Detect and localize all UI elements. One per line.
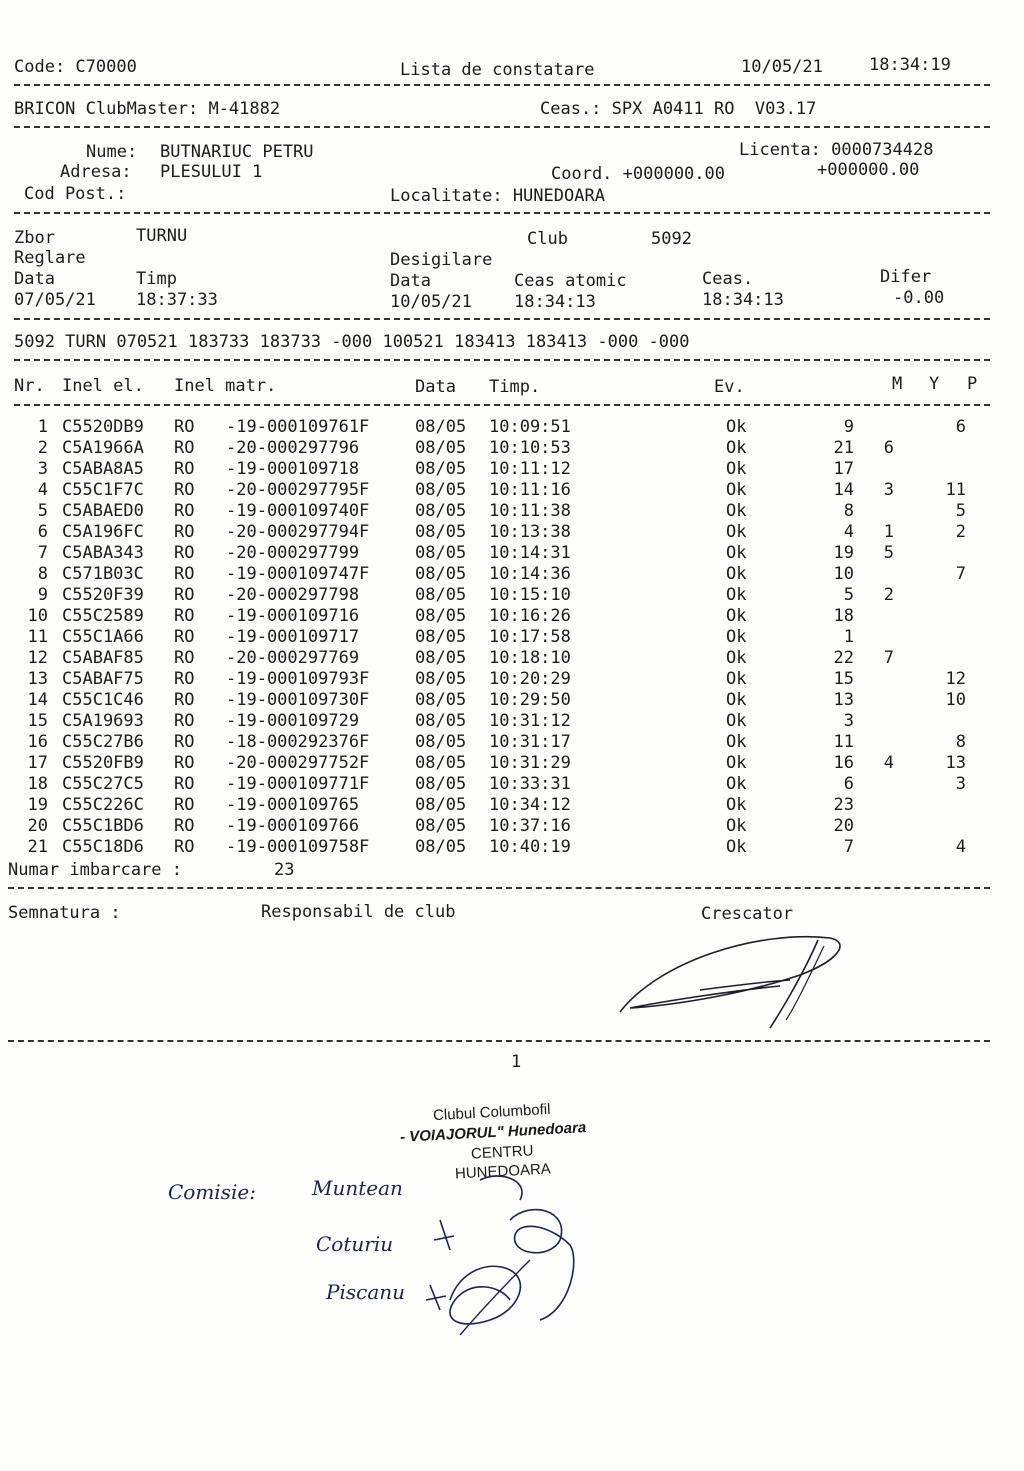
- owner-address: PLESULUI 1: [160, 162, 263, 182]
- col-data: Data: [415, 377, 456, 397]
- cell-time: 10:16:26: [489, 606, 571, 626]
- cell-nr: 15: [27, 711, 48, 731]
- header-time: 18:34:19: [869, 55, 951, 75]
- club-value: 5092: [651, 229, 692, 249]
- cell-inel-matr: -19-000109729: [226, 711, 360, 731]
- cell-m: 11: [833, 732, 854, 752]
- cell-ev: Ok: [726, 648, 747, 668]
- cell-inel-el: C55C27B6: [62, 732, 144, 752]
- col-m: M: [892, 374, 903, 394]
- cell-country: RO: [174, 585, 195, 605]
- cell-date: 08/05: [415, 753, 467, 773]
- cell-inel-matr: -19-000109766: [226, 816, 360, 836]
- cell-inel-matr: -20-000297799: [226, 543, 360, 563]
- cell-nr: 1: [37, 417, 48, 437]
- cell-nr: 8: [37, 564, 48, 584]
- cell-country: RO: [174, 417, 195, 437]
- cell-p: 8: [955, 732, 966, 752]
- table-row: [0, 648, 1024, 669]
- cell-country: RO: [174, 732, 195, 752]
- cell-nr: 11: [27, 627, 48, 647]
- cell-inel-matr: -20-000297796: [226, 438, 360, 458]
- cell-inel-el: C5A1966A: [62, 438, 144, 458]
- cell-m: 21: [833, 438, 854, 458]
- cell-country: RO: [174, 459, 195, 479]
- cell-nr: 17: [27, 753, 48, 773]
- cell-inel-el: C5ABA343: [62, 543, 144, 563]
- cell-ev: Ok: [726, 438, 747, 458]
- difer-label: Difer: [880, 267, 932, 287]
- owner-name: BUTNARIUC PETRU: [160, 142, 314, 162]
- cell-ev: Ok: [726, 711, 747, 731]
- cell-date: 08/05: [415, 417, 467, 437]
- locality: Localitate: HUNEDOARA: [390, 186, 605, 206]
- cell-p: 11: [945, 480, 966, 500]
- cell-date: 08/05: [415, 438, 467, 458]
- separator: [14, 318, 990, 320]
- cell-p: 4: [955, 837, 966, 857]
- table-row: [0, 606, 1024, 627]
- table-row: [0, 459, 1024, 480]
- reglare-time: 18:37:33: [136, 290, 218, 310]
- ceas-atomic-label: Ceas atomic: [514, 271, 627, 291]
- table-row: [0, 753, 1024, 774]
- cell-time: 10:17:58: [489, 627, 571, 647]
- commission-signatures: [420, 1160, 620, 1350]
- separator: [8, 1040, 990, 1042]
- cell-inel-el: C55C1F7C: [62, 480, 144, 500]
- separator: [14, 84, 990, 86]
- desig-atomic: 18:34:13: [514, 292, 596, 312]
- table-row: [0, 438, 1024, 459]
- cell-inel-matr: -19-000109740F: [226, 501, 370, 521]
- table-row: [0, 795, 1024, 816]
- cell-inel-el: C55C1BD6: [62, 816, 144, 836]
- cell-country: RO: [174, 837, 195, 857]
- cell-date: 08/05: [415, 837, 467, 857]
- clubmaster-id: BRICON ClubMaster: M-41882: [14, 99, 281, 119]
- col-timp: Timp.: [489, 377, 541, 397]
- cell-p: 10: [945, 690, 966, 710]
- col-nr: Nr.: [14, 376, 45, 396]
- cell-nr: 13: [27, 669, 48, 689]
- cell-inel-matr: -20-000297769: [226, 648, 360, 668]
- zbor-label: Zbor: [14, 228, 55, 248]
- table-row: [0, 816, 1024, 837]
- cell-country: RO: [174, 753, 195, 773]
- cell-inel-matr: -19-000109758F: [226, 837, 370, 857]
- cell-ev: Ok: [726, 564, 747, 584]
- cell-country: RO: [174, 438, 195, 458]
- cell-nr: 2: [37, 438, 48, 458]
- cell-inel-matr: -19-000109761F: [226, 417, 370, 437]
- cell-nr: 16: [27, 732, 48, 752]
- separator: [14, 212, 990, 214]
- cell-time: 10:18:10: [489, 648, 571, 668]
- ceas-label: Ceas.: [702, 269, 754, 289]
- cell-nr: 6: [37, 522, 48, 542]
- cell-inel-matr: -19-000109718: [226, 459, 360, 479]
- cell-country: RO: [174, 774, 195, 794]
- timp-label: Timp: [136, 269, 177, 289]
- cell-ev: Ok: [726, 669, 747, 689]
- commission-member-1: Muntean: [312, 1176, 403, 1200]
- cell-time: 10:29:50: [489, 690, 571, 710]
- commission-member-3: Piscanu: [326, 1280, 406, 1304]
- cell-date: 08/05: [415, 669, 467, 689]
- coord-2: +000000.00: [817, 160, 920, 180]
- cell-date: 08/05: [415, 606, 467, 626]
- cell-ev: Ok: [726, 795, 747, 815]
- col-inel-matr: Inel matr.: [174, 376, 277, 396]
- cell-m: 3: [843, 711, 854, 731]
- table-row: [0, 417, 1024, 438]
- cell-country: RO: [174, 564, 195, 584]
- cell-country: RO: [174, 669, 195, 689]
- separator: [14, 359, 990, 361]
- cell-inel-el: C55C27C5: [62, 774, 144, 794]
- cell-inel-el: C571B03C: [62, 564, 144, 584]
- cell-inel-matr: -18-000292376F: [226, 732, 370, 752]
- cell-inel-el: C5A196FC: [62, 522, 144, 542]
- cell-y: 3: [883, 480, 894, 500]
- stamp-line-4: HUNEDOARA: [454, 1160, 552, 1183]
- cell-time: 10:11:38: [489, 501, 571, 521]
- cell-inel-matr: -20-000297795F: [226, 480, 370, 500]
- cell-nr: 5: [37, 501, 48, 521]
- cell-country: RO: [174, 648, 195, 668]
- cell-country: RO: [174, 480, 195, 500]
- desig-date: 10/05/21: [390, 292, 472, 312]
- cell-date: 08/05: [415, 459, 467, 479]
- cell-p: 3: [955, 774, 966, 794]
- address-label: Adresa:: [60, 162, 132, 182]
- cell-nr: 3: [37, 459, 48, 479]
- cell-date: 08/05: [415, 627, 467, 647]
- crescator-label: Crescator: [701, 904, 794, 924]
- cell-nr: 7: [37, 543, 48, 563]
- cell-y: 6: [883, 438, 894, 458]
- cell-y: 4: [883, 753, 894, 773]
- cell-p: 13: [945, 753, 966, 773]
- col-ev: Ev.: [714, 377, 745, 397]
- table-row: [0, 837, 1024, 858]
- cell-nr: 9: [37, 585, 48, 605]
- cell-m: 8: [843, 501, 854, 521]
- cell-time: 10:33:31: [489, 774, 571, 794]
- cell-inel-matr: -19-000109730F: [226, 690, 370, 710]
- cell-y: 1: [883, 522, 894, 542]
- cell-time: 10:13:38: [489, 522, 571, 542]
- cell-nr: 10: [27, 606, 48, 626]
- cell-m: 7: [843, 837, 854, 857]
- table-row: [0, 627, 1024, 648]
- table-row: [0, 480, 1024, 501]
- cell-ev: Ok: [726, 732, 747, 752]
- col-inel-el: Inel el.: [62, 376, 144, 396]
- reglare-label: Reglare: [14, 248, 86, 268]
- cell-nr: 14: [27, 690, 48, 710]
- code-line: 5092 TURN 070521 183733 183733 -000 100521 183413 183413 -000 -000: [14, 332, 690, 352]
- cell-date: 08/05: [415, 795, 467, 815]
- cell-inel-el: C5ABAED0: [62, 501, 144, 521]
- cell-m: 17: [833, 459, 854, 479]
- cell-inel-el: C5A19693: [62, 711, 144, 731]
- reglare-date: 07/05/21: [14, 290, 96, 310]
- cell-inel-el: C5520FB9: [62, 753, 144, 773]
- form-code: Code: C70000: [14, 57, 137, 77]
- cell-country: RO: [174, 501, 195, 521]
- cell-time: 10:31:29: [489, 753, 571, 773]
- cell-y: 2: [883, 585, 894, 605]
- cell-p: 6: [955, 417, 966, 437]
- cell-time: 10:31:12: [489, 711, 571, 731]
- cell-m: 5: [843, 585, 854, 605]
- cell-ev: Ok: [726, 543, 747, 563]
- cell-time: 10:14:31: [489, 543, 571, 563]
- cell-m: 14: [833, 480, 854, 500]
- cell-p: 5: [955, 501, 966, 521]
- table-row: [0, 690, 1024, 711]
- cell-ev: Ok: [726, 501, 747, 521]
- cell-date: 08/05: [415, 816, 467, 836]
- semnatura-label: Semnatura :: [8, 903, 121, 923]
- cell-time: 10:31:17: [489, 732, 571, 752]
- cell-country: RO: [174, 711, 195, 731]
- cell-m: 16: [833, 753, 854, 773]
- cell-m: 23: [833, 795, 854, 815]
- cell-p: 12: [945, 669, 966, 689]
- data-label-2: Data: [390, 271, 431, 291]
- cell-nr: 20: [27, 816, 48, 836]
- cell-time: 10:09:51: [489, 417, 571, 437]
- cell-ev: Ok: [726, 606, 747, 626]
- cell-date: 08/05: [415, 564, 467, 584]
- cell-inel-el: C55C2589: [62, 606, 144, 626]
- table-row: [0, 732, 1024, 753]
- cell-inel-matr: -19-000109716: [226, 606, 360, 626]
- cell-ev: Ok: [726, 585, 747, 605]
- cell-date: 08/05: [415, 732, 467, 752]
- cell-inel-matr: -20-000297752F: [226, 753, 370, 773]
- cell-country: RO: [174, 543, 195, 563]
- cell-m: 18: [833, 606, 854, 626]
- cell-ev: Ok: [726, 753, 747, 773]
- cell-inel-el: C55C1A66: [62, 627, 144, 647]
- cell-time: 10:11:12: [489, 459, 571, 479]
- cell-time: 10:34:12: [489, 795, 571, 815]
- stamp-line-1: Clubul Columbofil: [432, 1100, 551, 1125]
- cell-y: 7: [883, 648, 894, 668]
- cell-m: 4: [843, 522, 854, 542]
- cell-m: 9: [843, 417, 854, 437]
- cell-ev: Ok: [726, 459, 747, 479]
- postal-label: Cod Post.:: [24, 184, 127, 204]
- cell-date: 08/05: [415, 690, 467, 710]
- stamp-line-2: - VOIAJORUL" Hunedoara: [399, 1119, 587, 1146]
- cell-p: 2: [955, 522, 966, 542]
- cell-date: 08/05: [415, 711, 467, 731]
- cell-ev: Ok: [726, 417, 747, 437]
- name-label: Nume:: [86, 142, 138, 162]
- cell-date: 08/05: [415, 543, 467, 563]
- cell-inel-el: C5ABA8A5: [62, 459, 144, 479]
- table-row: [0, 669, 1024, 690]
- cell-inel-el: C5520F39: [62, 585, 144, 605]
- cell-inel-el: C5520DB9: [62, 417, 144, 437]
- cell-inel-el: C55C226C: [62, 795, 144, 815]
- cell-ev: Ok: [726, 774, 747, 794]
- cell-country: RO: [174, 522, 195, 542]
- cell-ev: Ok: [726, 627, 747, 647]
- cell-m: 6: [843, 774, 854, 794]
- cell-date: 08/05: [415, 480, 467, 500]
- cell-nr: 19: [27, 795, 48, 815]
- cell-m: 19: [833, 543, 854, 563]
- separator: [8, 887, 990, 889]
- cell-m: 22: [833, 648, 854, 668]
- cell-country: RO: [174, 606, 195, 626]
- cell-inel-matr: -19-000109717: [226, 627, 360, 647]
- cell-nr: 18: [27, 774, 48, 794]
- cell-ev: Ok: [726, 522, 747, 542]
- cell-inel-el: C55C18D6: [62, 837, 144, 857]
- cell-inel-matr: -19-000109747F: [226, 564, 370, 584]
- table-row: [0, 711, 1024, 732]
- cell-country: RO: [174, 690, 195, 710]
- cell-m: 13: [833, 690, 854, 710]
- cell-nr: 12: [27, 648, 48, 668]
- cell-inel-matr: -20-000297794F: [226, 522, 370, 542]
- cell-date: 08/05: [415, 501, 467, 521]
- numar-value: 23: [274, 860, 295, 880]
- cell-y: 5: [883, 543, 894, 563]
- table-row: [0, 564, 1024, 585]
- header-date: 10/05/21: [741, 57, 823, 77]
- data-label: Data: [14, 269, 55, 289]
- cell-inel-el: C55C1C46: [62, 690, 144, 710]
- cell-date: 08/05: [415, 648, 467, 668]
- cell-nr: 4: [37, 480, 48, 500]
- table-row: [0, 543, 1024, 564]
- cell-inel-matr: -20-000297798: [226, 585, 360, 605]
- table-row: [0, 774, 1024, 795]
- cell-inel-matr: -19-000109793F: [226, 669, 370, 689]
- cell-date: 08/05: [415, 585, 467, 605]
- cell-nr: 21: [27, 837, 48, 857]
- cell-ev: Ok: [726, 816, 747, 836]
- cell-time: 10:15:10: [489, 585, 571, 605]
- separator: [14, 404, 990, 406]
- col-y: Y: [929, 374, 940, 394]
- cell-country: RO: [174, 816, 195, 836]
- table-row: [0, 501, 1024, 522]
- desig-ceas: 18:34:13: [702, 290, 784, 310]
- commission-member-2: Coturiu: [316, 1232, 394, 1256]
- cell-date: 08/05: [415, 522, 467, 542]
- cell-p: 7: [955, 564, 966, 584]
- cell-m: 1: [843, 627, 854, 647]
- numar-label: Numar imbarcare :: [8, 860, 182, 880]
- cell-inel-matr: -19-000109771F: [226, 774, 370, 794]
- cell-ev: Ok: [726, 480, 747, 500]
- difer-value: -0.00: [893, 288, 945, 308]
- page-number: 1: [511, 1052, 522, 1072]
- cell-time: 10:37:16: [489, 816, 571, 836]
- cell-time: 10:11:16: [489, 480, 571, 500]
- desigilare-label: Desigilare: [390, 250, 493, 270]
- license: Licenta: 0000734428: [739, 140, 934, 160]
- table-row: [0, 522, 1024, 543]
- cell-m: 20: [833, 816, 854, 836]
- cell-date: 08/05: [415, 774, 467, 794]
- cell-time: 10:20:29: [489, 669, 571, 689]
- table-row: [0, 585, 1024, 606]
- cell-time: 10:10:53: [489, 438, 571, 458]
- cell-ev: Ok: [726, 690, 747, 710]
- col-p: P: [967, 374, 978, 394]
- cell-time: 10:14:36: [489, 564, 571, 584]
- cell-inel-el: C5ABAF75: [62, 669, 144, 689]
- cell-time: 10:40:19: [489, 837, 571, 857]
- coord: Coord. +000000.00: [551, 164, 725, 184]
- clock-id: Ceas.: SPX A0411 RO V03.17: [540, 99, 817, 119]
- breeder-signature: [600, 920, 860, 1040]
- cell-m: 10: [833, 564, 854, 584]
- zbor-value: TURNU: [136, 226, 188, 246]
- cell-ev: Ok: [726, 837, 747, 857]
- cell-inel-el: C5ABAF85: [62, 648, 144, 668]
- cell-inel-matr: -19-000109765: [226, 795, 360, 815]
- page-title: Lista de constatare: [400, 60, 595, 80]
- cell-country: RO: [174, 627, 195, 647]
- commission-label: Comisie:: [168, 1180, 256, 1204]
- responsabil-label: Responsabil de club: [261, 902, 456, 922]
- stamp-line-3: CENTRU: [470, 1142, 534, 1163]
- cell-m: 15: [833, 669, 854, 689]
- cell-country: RO: [174, 795, 195, 815]
- club-label: Club: [527, 229, 568, 249]
- separator: [14, 126, 990, 128]
